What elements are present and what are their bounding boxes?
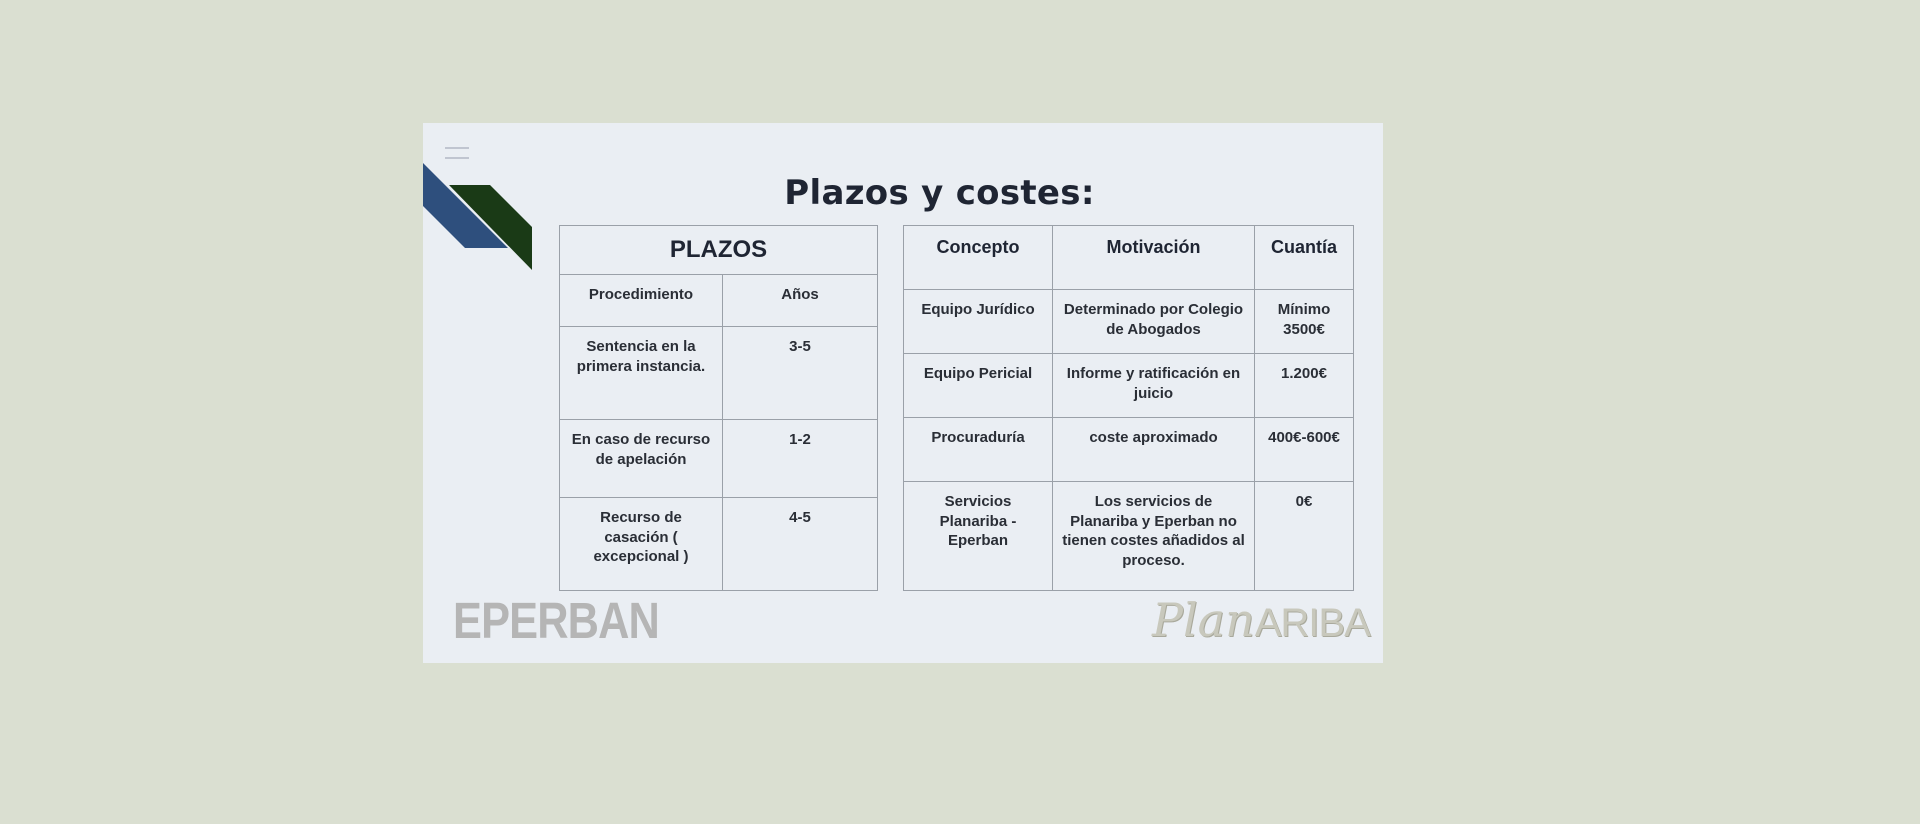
plazos-columns-row: [560, 275, 878, 327]
cell-concepto: Equipo Pericial: [904, 354, 1053, 418]
eperban-logo: EPERBAN: [453, 592, 660, 649]
column-header-concepto: Concepto: [904, 226, 1053, 290]
slide-title: Plazos y costes:: [784, 173, 1095, 213]
plazos-header-row: [560, 226, 878, 275]
table-row: [904, 354, 1354, 418]
table-row: [904, 482, 1354, 591]
cell-cuantia: Mínimo 3500€: [1255, 290, 1354, 354]
column-header-cuantia: Cuantía: [1255, 226, 1354, 290]
cell-concepto: Procuraduría: [904, 418, 1053, 482]
cell-anos: 1-2: [723, 420, 878, 498]
table-row: [560, 327, 878, 420]
column-header-anos: Años: [723, 275, 878, 327]
cell-motivacion: coste aproximado: [1053, 418, 1255, 482]
costes-table: [903, 225, 1354, 591]
cell-cuantia: 400€-600€: [1255, 418, 1354, 482]
cell-cuantia: 1.200€: [1255, 354, 1354, 418]
plazos-table: [559, 225, 878, 591]
cell-procedimiento: Sentencia en la primera instancia.: [560, 327, 723, 420]
cell-anos: 4-5: [723, 498, 878, 591]
cell-anos: 3-5: [723, 327, 878, 420]
cell-motivacion: Informe y ratificación en juicio: [1053, 354, 1255, 418]
cell-procedimiento: En caso de recurso de apelación: [560, 420, 723, 498]
cell-procedimiento: Recurso de casación ( excepcional ): [560, 498, 723, 591]
table-row: [560, 498, 878, 591]
planariba-logo: [1152, 593, 1370, 647]
cell-cuantia: 0€: [1255, 482, 1354, 591]
cell-motivacion: Determinado por Colegio de Abogados: [1053, 290, 1255, 354]
costes-header-row: [904, 226, 1354, 290]
slide: [423, 123, 1383, 663]
plazos-header: PLAZOS: [560, 226, 878, 275]
planariba-logo-plan: Plan: [1152, 593, 1255, 647]
planariba-logo-ariba: ARIBA: [1254, 601, 1370, 645]
cell-motivacion: Los servicios de Planariba y Eperban no tienen costes añadidos al proceso.: [1053, 482, 1255, 591]
column-header-motivacion: Motivación: [1053, 226, 1255, 290]
table-row: [904, 290, 1354, 354]
table-row: [904, 418, 1354, 482]
table-row: [560, 420, 878, 498]
cell-concepto: Servicios Planariba - Eperban: [904, 482, 1053, 591]
cell-concepto: Equipo Jurídico: [904, 290, 1053, 354]
menu-icon[interactable]: [445, 145, 469, 161]
column-header-procedimiento: Procedimiento: [560, 275, 723, 327]
